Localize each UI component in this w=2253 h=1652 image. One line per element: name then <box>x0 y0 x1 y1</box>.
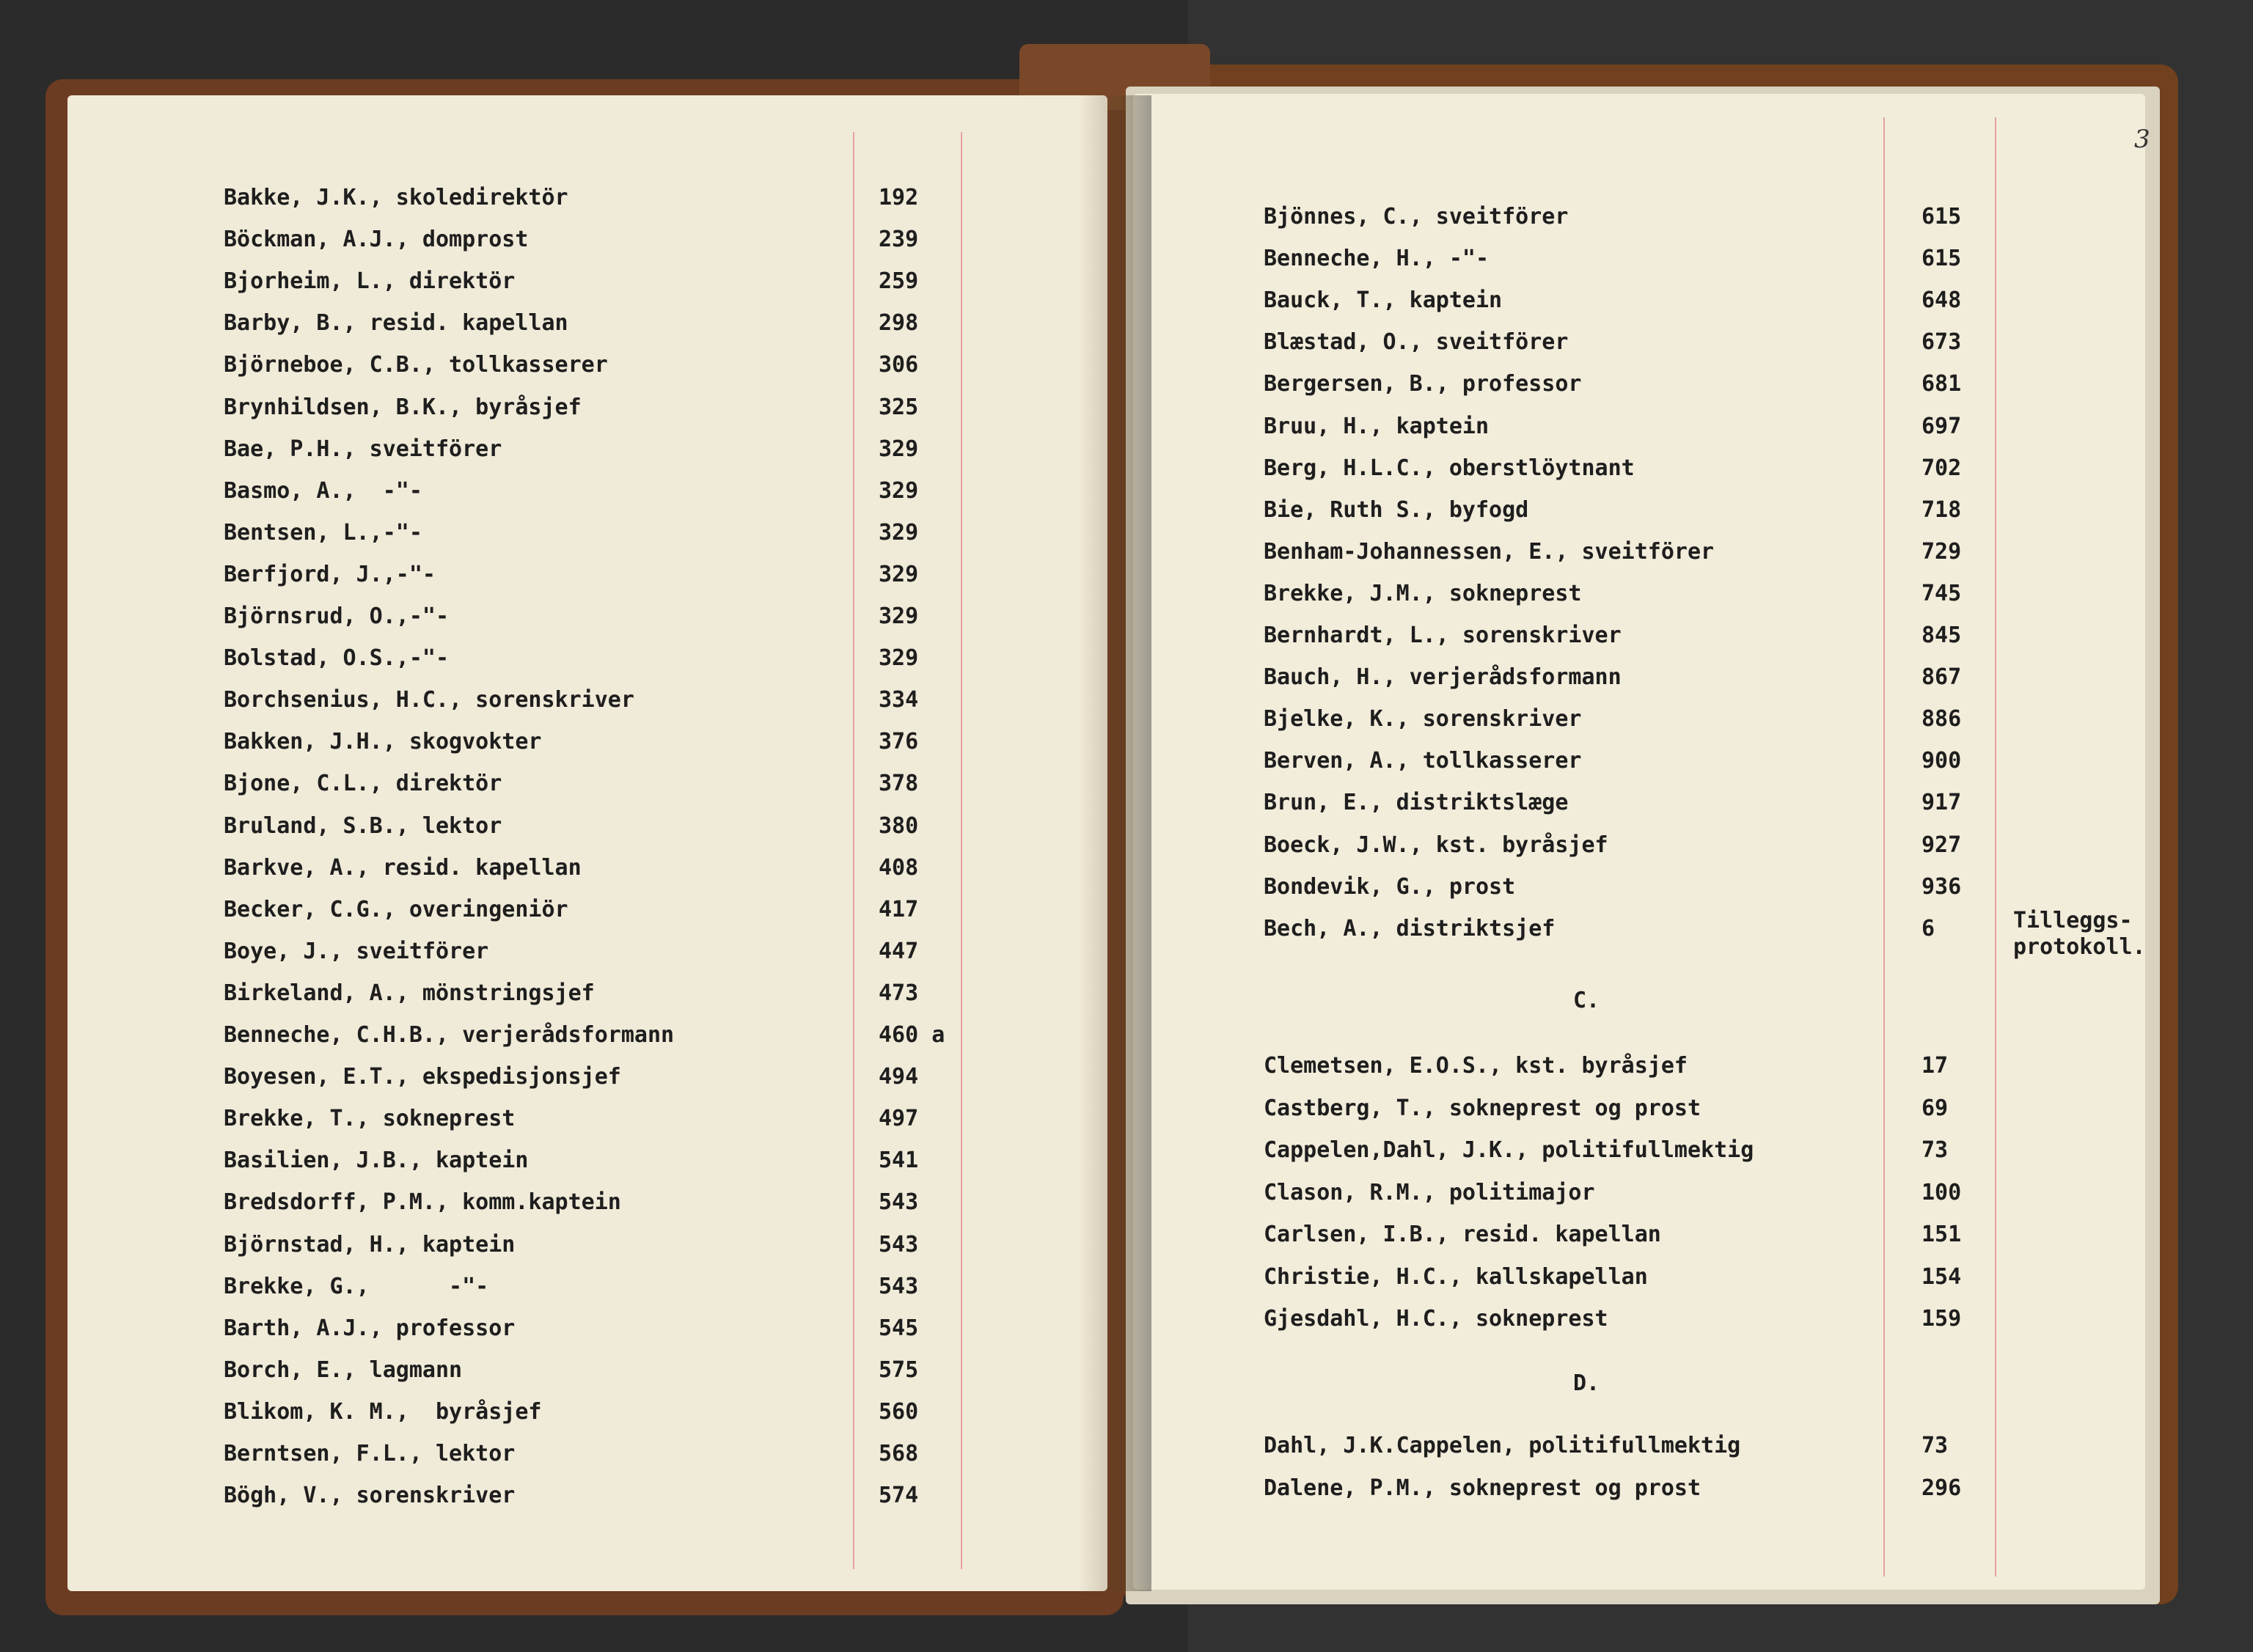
index-entry-name: Benneche, H., -"- <box>1264 246 1490 271</box>
index-entry-name: Clemetsen, E.O.S., kst. byråsjef <box>1264 1053 1688 1079</box>
index-entry-name: Bakken, J.H., skogvokter <box>224 729 542 755</box>
section-heading-d: D. <box>1573 1370 1600 1396</box>
index-entry-name: Bjone, C.L., direktör <box>224 771 502 796</box>
index-entry-name: Björnsrud, O.,-"- <box>224 603 450 629</box>
index-entry-name: Berven, A., tollkasserer <box>1264 748 1582 774</box>
index-entry-page: 917 <box>1922 790 1962 815</box>
index-entry-page: 296 <box>1922 1475 1962 1501</box>
index-entry-page: 376 <box>879 729 919 755</box>
index-entry-page: 154 <box>1922 1264 1962 1290</box>
index-entry-page: 447 <box>879 939 919 964</box>
index-entry-page: 729 <box>1922 539 1962 565</box>
index-entry-name: Blæstad, O., sveitförer <box>1264 329 1569 355</box>
index-entry-page: 329 <box>879 520 919 546</box>
index-entry-page: 900 <box>1922 748 1962 774</box>
index-entry-name: Borch, E., lagmann <box>224 1357 463 1383</box>
index-entry-name: Basilien, J.B., kaptein <box>224 1148 529 1173</box>
index-entry-name: Berntsen, F.L., lektor <box>224 1441 516 1466</box>
index-entry-name: Bentsen, L.,-"- <box>224 520 422 546</box>
index-entry-page: 378 <box>879 771 919 796</box>
index-entry-page: 473 <box>879 980 919 1006</box>
index-entry-name: Böckman, A.J., domprost <box>224 227 529 252</box>
index-entry-page: 306 <box>879 352 919 378</box>
index-entry-name: Barkve, A., resid. kapellan <box>224 855 582 881</box>
index-entry-name: Bauck, T., kaptein <box>1264 287 1503 313</box>
index-entry-name: Bjelke, K., sorenskriver <box>1264 706 1582 732</box>
index-entry-page: 718 <box>1922 497 1962 523</box>
index-entry-page: 329 <box>879 603 919 629</box>
right-margin-rule-2 <box>1995 117 1996 1576</box>
index-entry-name: Dalene, P.M., sokneprest og prost <box>1264 1475 1701 1501</box>
index-entry-page: 697 <box>1922 414 1962 439</box>
index-entry-page: 329 <box>879 478 919 504</box>
index-entry-page: 615 <box>1922 204 1962 230</box>
index-entry-name: Cappelen,Dahl, J.K., politifullmektig <box>1264 1137 1754 1163</box>
index-entry-name: Bruu, H., kaptein <box>1264 414 1490 439</box>
index-entry-name: Brekke, T., sokneprest <box>224 1106 516 1131</box>
index-entry-name: Bergersen, B., professor <box>1264 371 1582 397</box>
index-entry-page: 494 <box>879 1064 919 1090</box>
left-margin-rule-1 <box>853 132 854 1569</box>
index-entry-name: Bauch, H., verjerådsformann <box>1264 664 1622 690</box>
index-entry-page: 100 <box>1922 1180 1962 1205</box>
index-entry-page: 17 <box>1922 1053 1949 1079</box>
index-entry-page: 543 <box>879 1232 919 1258</box>
index-entry-page: 574 <box>879 1483 919 1508</box>
index-entry-name: Björneboe, C.B., tollkasserer <box>224 352 608 378</box>
index-entry-name: Becker, C.G., overingeniör <box>224 897 568 922</box>
index-entry-page: 681 <box>1922 371 1962 397</box>
index-entry-page: 867 <box>1922 664 1962 690</box>
index-entry-page: 73 <box>1922 1433 1949 1458</box>
index-entry-page: 159 <box>1922 1306 1962 1332</box>
index-entry-page: 73 <box>1922 1137 1949 1163</box>
index-entry-name: Basmo, A., -"- <box>224 478 422 504</box>
index-entry-name: Clason, R.M., politimajor <box>1264 1180 1595 1205</box>
index-entry-name: Boye, J., sveitförer <box>224 939 489 964</box>
index-entry-page: 334 <box>879 687 919 713</box>
index-entry-name: Boyesen, E.T., ekspedisjonsjef <box>224 1064 621 1090</box>
index-entry-page: 69 <box>1922 1095 1949 1121</box>
index-entry-page: 560 <box>879 1399 919 1425</box>
index-entry-page: 460 a <box>879 1022 945 1048</box>
index-entry-name: Boeck, J.W., kst. byråsjef <box>1264 832 1608 858</box>
index-entry-page: 936 <box>1922 874 1962 900</box>
index-entry-page: 329 <box>879 562 919 587</box>
index-entry-name: Christie, H.C., kallskapellan <box>1264 1264 1648 1290</box>
index-entry-page: 545 <box>879 1315 919 1341</box>
section-heading-c: C. <box>1573 988 1600 1013</box>
index-entry-name: Bie, Ruth S., byfogd <box>1264 497 1529 523</box>
index-entry-page: 151 <box>1922 1222 1962 1247</box>
index-entry-page: 380 <box>879 813 919 839</box>
index-entry-name: Brynhildsen, B.K., byråsjef <box>224 394 582 420</box>
index-entry-name: Bruland, S.B., lektor <box>224 813 502 839</box>
index-entry-page: 325 <box>879 394 919 420</box>
index-entry-name: Berg, H.L.C., oberstlöytnant <box>1264 455 1635 481</box>
index-entry-name: Benham-Johannessen, E., sveitförer <box>1264 539 1715 565</box>
index-entry-name: Brekke, J.M., sokneprest <box>1264 581 1582 606</box>
index-entry-page: 192 <box>879 185 919 210</box>
index-entry-page: 497 <box>879 1106 919 1131</box>
index-entry-name: Bredsdorff, P.M., komm.kaptein <box>224 1189 621 1215</box>
index-entry-page: 702 <box>1922 455 1962 481</box>
gutter-shadow <box>1078 95 1151 1591</box>
index-entry-page: 745 <box>1922 581 1962 606</box>
index-entry-name: Birkeland, A., mönstringsjef <box>224 980 595 1006</box>
page-number: 3 <box>2134 125 2150 154</box>
index-entry-name: Bech, A., distriktsjef <box>1264 916 1556 941</box>
index-entry-name: Blikom, K. M., byråsjef <box>224 1399 542 1425</box>
index-entry-page: 543 <box>879 1189 919 1215</box>
index-entry-name: Barth, A.J., professor <box>224 1315 516 1341</box>
index-entry-name: Barby, B., resid. kapellan <box>224 310 568 336</box>
index-entry-page: 927 <box>1922 832 1962 858</box>
index-entry-page: 615 <box>1922 246 1962 271</box>
index-entry-name: Gjesdahl, H.C., sokneprest <box>1264 1306 1608 1332</box>
index-entry-page: 417 <box>879 897 919 922</box>
index-entry-page: 845 <box>1922 623 1962 648</box>
index-entry-name: Bjorheim, L., direktör <box>224 268 516 294</box>
index-entry-name: Borchsenius, H.C., sorenskriver <box>224 687 634 713</box>
index-entry-page: 568 <box>879 1441 919 1466</box>
index-entry-page: 648 <box>1922 287 1962 313</box>
index-entry-name: Brekke, G., -"- <box>224 1274 489 1299</box>
index-entry-page: 298 <box>879 310 919 336</box>
index-entry-page: 239 <box>879 227 919 252</box>
index-entry-page: 541 <box>879 1148 919 1173</box>
left-margin-rule-2 <box>961 132 962 1569</box>
index-entry-name: Benneche, C.H.B., verjerådsformann <box>224 1022 675 1048</box>
index-entry-name: Bolstad, O.S.,-"- <box>224 645 450 671</box>
index-entry-name: Berfjord, J.,-"- <box>224 562 436 587</box>
index-entry-page: 6 <box>1922 916 1935 941</box>
index-entry-name: Björnstad, H., kaptein <box>224 1232 516 1258</box>
index-entry-page: 575 <box>879 1357 919 1383</box>
index-entry-name: Castberg, T., sokneprest og prost <box>1264 1095 1701 1121</box>
index-entry-name: Bakke, J.K., skoledirektör <box>224 185 568 210</box>
index-entry-page: 886 <box>1922 706 1962 732</box>
right-margin-rule-1 <box>1883 117 1885 1576</box>
index-entry-page: 408 <box>879 855 919 881</box>
index-entry-name: Carlsen, I.B., resid. kapellan <box>1264 1222 1661 1247</box>
index-entry-page: 329 <box>879 436 919 462</box>
index-entry-name: Bae, P.H., sveitförer <box>224 436 502 462</box>
supplement-note: Tilleggs- protokoll. <box>2013 908 2146 960</box>
index-entry-page: 673 <box>1922 329 1962 355</box>
index-entry-name: Bjönnes, C., sveitförer <box>1264 204 1569 230</box>
index-entry-page: 329 <box>879 645 919 671</box>
index-entry-name: Bernhardt, L., sorenskriver <box>1264 623 1622 648</box>
index-entry-page: 543 <box>879 1274 919 1299</box>
index-entry-page: 259 <box>879 268 919 294</box>
index-entry-name: Brun, E., distriktslæge <box>1264 790 1569 815</box>
index-entry-name: Dahl, J.K.Cappelen, politifullmektig <box>1264 1433 1741 1458</box>
index-entry-name: Bögh, V., sorenskriver <box>224 1483 516 1508</box>
index-entry-name: Bondevik, G., prost <box>1264 874 1516 900</box>
